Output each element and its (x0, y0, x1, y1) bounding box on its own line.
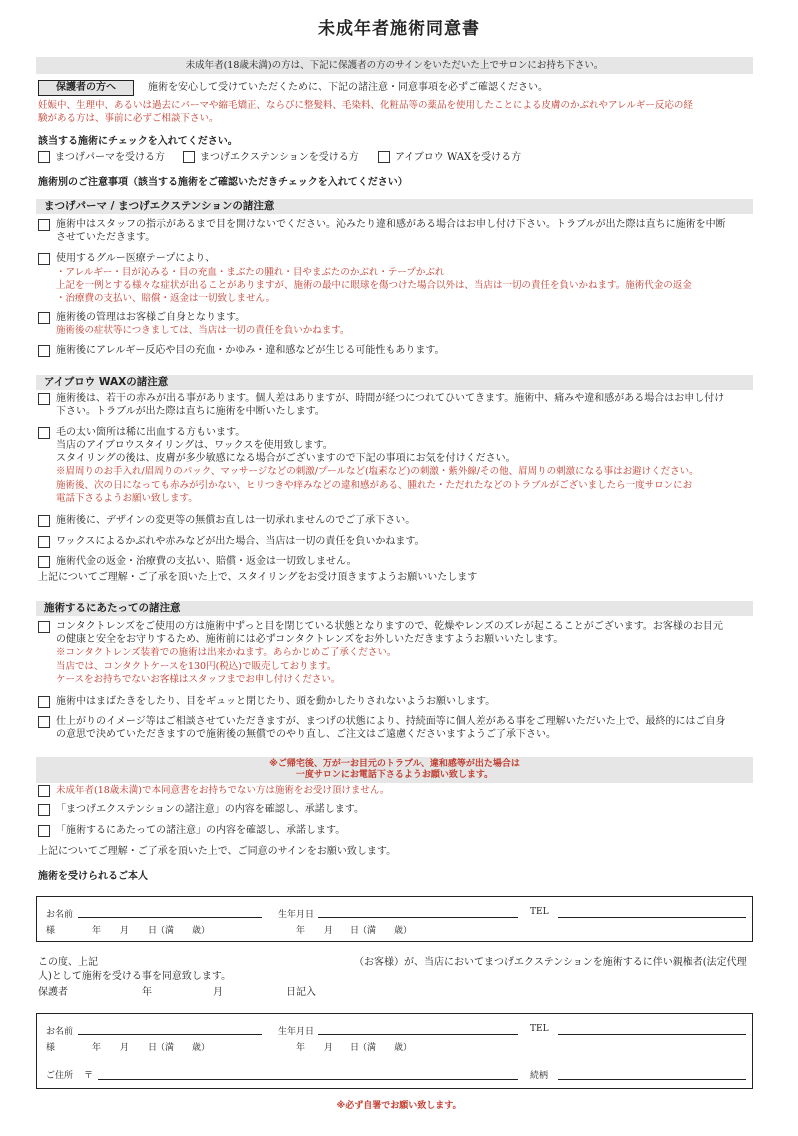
consent-line1-start: この度、上記 (38, 957, 98, 968)
guardian-name-label: お名前 (46, 1027, 74, 1037)
consent-line1-end: （お客様）が、当店においてまつげエクステンションを施術するに伴い親権者(法定代理 (354, 957, 747, 968)
lash-item2-line2: ・アレルギー・目が沁みる・目の充血・まぶたの腫れ・目やまぶたのかぶれ・テープかぶれ (56, 267, 445, 278)
guardian-label: 保護者の方へ (38, 80, 134, 96)
guardian-tel-field[interactable] (558, 1034, 746, 1035)
lash-item2-line4: ・治療費の支払い、賠償・返金は一切致しません。 (56, 293, 276, 304)
guardian-intro: 施術を安心して受けていただくために、下記の諸注意・同意事項を必ずご確認ください。 (148, 82, 548, 93)
lash-item3-line2: 施術後の症状等につきましては、当店は一切の責任を負いかねます。 (56, 325, 350, 336)
confirm-closing: 上記についてご理解・ご了承を頂いた上で、ご同意のサインをお願い致します。 (38, 846, 397, 857)
lash-item1-line1: 施術中はスタッフの指示があるまで目を開けないでください。沁みたり違和感がある場合はお申し付け下さい。トラブルが出た際は直ちに施術を中断 (56, 219, 726, 230)
confirm-lash-checkbox[interactable] (38, 804, 50, 816)
guardian-warning-line1: 妊娠中、生理中、あるいは過去にパーマや縮毛矯正、ならびに整髪料、毛染料、化粧品等の薬品を使用したことによる皮膚のかぶれやアレルギー反応の経 (38, 100, 693, 111)
brow-item5-line1: 施術代金の返金・治療費の支払い、賠償・返金は一切致しません。 (56, 556, 357, 567)
brow-item4-line1: ワックスによるかぶれや赤みなどが出た場合、当店は一切の責任を負いかねます。 (56, 536, 425, 547)
option-lash-extension-checkbox[interactable] (183, 151, 195, 163)
brow-item4-checkbox[interactable] (38, 536, 50, 548)
brow-item2-line3: スタイリングの後は、皮膚が多少敏感になる場合がございますので下記の事項にお気を付けください。 (56, 453, 516, 464)
minor-notice: 未成年者(18歳未満)の方は、下記に保護者の方のサインをいただいた上でサロンにお持ち下さい。 (36, 57, 753, 74)
lash-item4-checkbox[interactable] (38, 345, 50, 357)
customer-heading: 施術を受けられるご本人 (38, 871, 148, 882)
option-lash-perm-label: まつげパーマを受ける方 (55, 152, 165, 163)
consent-month-label: 月 (213, 987, 223, 998)
customer-tel-label: TEL (530, 907, 549, 917)
brow-item1-line2: 下さい。トラブルが出た際は直ちに施術を中断いたします。 (56, 406, 325, 417)
lash-item4-line1: 施術後にアレルギー反応や目の充血・かゆみ・違和感などが生じる可能性もあります。 (56, 345, 445, 356)
customer-birth-field[interactable] (318, 917, 518, 918)
consent-date-entry-label: 日記入 (286, 987, 316, 998)
aftercare-notice-line1: ※ご帰宅後、万が一お目元のトラブル、違和感等が出た場合は (269, 759, 520, 769)
signature-note: ※必ず自署でお願い致します。 (336, 1101, 462, 1111)
guardian-year-label: 年 (92, 1043, 102, 1053)
brow-item1-line1: 施術後は、若干の赤みが出る事があります。個人差はありますが、時間が経つにつれてひいてきます。施術中、痛みや違和感がある場合はお申し付け (56, 393, 725, 404)
general-item1-line1: コンタクトレンズをご使用の方は施術中ずっと目を閉じている状態となりますので、乾燥やレンズのズレが起こることがございます。お客様のお目元 (56, 621, 723, 632)
customer-birth-age-label: （満 歳） (358, 926, 413, 936)
brow-item3-line1: 施術後に、デザインの変更等の無償お直しは一切承れませんのでご了承下さい。 (56, 515, 416, 526)
brow-item2-line2: 当店のアイブロウスタイリングは、ワックスを使用致します。 (56, 440, 333, 451)
customer-name-field[interactable] (78, 917, 262, 918)
brow-item2-line5: 施術後、次の日になっても赤みが引かない、ヒリつきや痒みなどの違和感がある、腫れた・ただれたなどのトラブルがございましたら一度サロンにお (56, 480, 693, 491)
customer-sama-label: 様 (46, 926, 56, 936)
confirm-minor-text: 未成年者(18歳未満)で本同意書をお持ちでない方は施術をお受け頂けません。 (56, 785, 390, 796)
customer-birth-label: 生年月日 (278, 910, 315, 920)
customer-birth-day-label: 日 (350, 926, 360, 936)
customer-birth-month-label: 月 (324, 926, 334, 936)
general-item3-line1: 仕上がりのイメージ等はご相談させていただきますが、まつげの状態により、持続面等に個人差がある事をご理解いただいた上で、最終的にはご自身 (56, 716, 726, 727)
customer-name-label: お名前 (46, 910, 74, 920)
general-item1-line2: の健康と安全をお守りするため、施術前には必ずコンタクトレンズをお外しいただきますようお願いいたします。 (56, 634, 564, 645)
confirm-minor-checkbox[interactable] (38, 785, 50, 797)
general-item1-line3: ※コンタクトレンズ装着での施術は出来かねます。あらかじめご了承ください。 (56, 647, 397, 658)
general-item1-line4: 当店では、コンタクトケースを130円(税込)で販売しております。 (56, 661, 337, 672)
lash-item2-line1: 使用するグルー医療テープにより、 (56, 253, 216, 264)
lash-section-heading: まつげパーマ / まつげエクステンションの諸注意 (36, 199, 753, 214)
guardian-birth-age-label: （満 歳） (358, 1043, 413, 1053)
lash-item1-checkbox[interactable] (38, 219, 50, 231)
lash-item3-line1: 施術後の管理はお客様ご自身となります。 (56, 312, 246, 323)
brow-item3-checkbox[interactable] (38, 515, 50, 527)
guardian-sama-label: 様 (46, 1043, 56, 1053)
customer-birth-year-label: 年 (296, 926, 306, 936)
guardian-age-label: （満 歳） (156, 1043, 211, 1053)
confirm-lash-text: 「まつげエクステンションの諸注意」の内容を確認し、承諾します。 (56, 804, 364, 815)
guardian-address-field[interactable] (98, 1079, 518, 1080)
brow-item2-checkbox[interactable] (38, 427, 50, 439)
guardian-relation-label: 続柄 (530, 1071, 549, 1081)
general-item1-checkbox[interactable] (38, 621, 50, 633)
guardian-tel-label: TEL (530, 1024, 549, 1034)
customer-tel-field[interactable] (558, 917, 746, 918)
guardian-birth-day-label: 日 (350, 1043, 360, 1053)
brow-item2-line4: ※眉周りのお手入れ/眉周りのパック、マッサージなどの刺激/プールなど(塩素など)の刺激・紫外線/その他、眉周りの刺激になる事はお避けください。 (56, 466, 699, 477)
customer-age-label: （満 歳） (156, 926, 211, 936)
guardian-address-label: ご住所 (46, 1071, 74, 1081)
consent-year-label: 年 (142, 987, 152, 998)
brow-item2-line1: 毛の太い箇所は稀に出血する方もいます。 (56, 427, 246, 438)
customer-year-label: 年 (92, 926, 102, 936)
guardian-name-field[interactable] (78, 1034, 262, 1035)
per-treatment-heading: 施術別のご注意事項（該当する施術をご確認いただきチェックを入れてください） (38, 177, 408, 188)
brow-item5-checkbox[interactable] (38, 556, 50, 568)
page-title: 未成年者施術同意書 (318, 19, 480, 39)
general-item3-checkbox[interactable] (38, 716, 50, 728)
customer-month-label: 月 (120, 926, 130, 936)
confirm-general-text: 「施術するにあたっての諸注意」の内容を確認し、承諾します。 (56, 825, 346, 836)
guardian-birth-year-label: 年 (296, 1043, 306, 1053)
lash-item3-checkbox[interactable] (38, 312, 50, 324)
general-section-heading: 施術するにあたっての諸注意 (36, 601, 753, 616)
guardian-birth-field[interactable] (318, 1034, 518, 1035)
option-brow-wax-checkbox[interactable] (378, 151, 390, 163)
guardian-birth-month-label: 月 (324, 1043, 334, 1053)
brow-item1-checkbox[interactable] (38, 393, 50, 405)
general-item1-line5: ケースをお持ちでないお客様はスタッフまでお申し付けください。 (56, 674, 341, 685)
option-lash-extension-label: まつげエクステンションを受ける方 (200, 152, 359, 163)
lash-item2-checkbox[interactable] (38, 253, 50, 265)
customer-day-label: 日 (148, 926, 158, 936)
guardian-birth-label: 生年月日 (278, 1027, 315, 1037)
guardian-postal-label: 〒 (84, 1071, 94, 1081)
lash-item1-line2: させていただきます。 (56, 232, 156, 243)
consent-line2: 人)として施術を受ける事を同意致します。 (38, 971, 232, 982)
lash-item2-line3: 上記を一例とする様々な症状が出ることがありますが、施術の最中に眼球を傷つけた場合以外は、当店は一切の責任を負いかねます。施術代金の返金 (56, 280, 692, 291)
confirm-general-checkbox[interactable] (38, 825, 50, 837)
guardian-relation-field[interactable] (558, 1079, 746, 1080)
brow-section-heading: アイブロウ WAXの諸注意 (36, 375, 753, 390)
aftercare-notice-line2: 一度サロンにお電話下さるようお願い致します。 (295, 770, 494, 780)
general-item2-line1: 施術中はまばたきをしたり、目をギュッと閉じたり、頭を動かしたりされないようお願いします。 (56, 696, 496, 707)
check-heading: 該当する施術にチェックを入れてください。 (38, 136, 238, 147)
option-brow-wax-label: アイブロウ WAXを受ける方 (395, 152, 522, 163)
guardian-day-label: 日 (148, 1043, 158, 1053)
brow-item2-line6: 電話下さるようお願い致します。 (56, 493, 198, 504)
guardian-month-label: 月 (120, 1043, 130, 1053)
brow-closing: 上記についてご理解・ご了承を頂いた上で、スタイリングをお受け頂きますようお願いいたします (38, 572, 478, 583)
consent-guardian-label: 保護者 (38, 987, 68, 998)
guardian-warning-line2: 験がある方は、事前に必ずご相談下さい。 (38, 113, 219, 124)
option-lash-perm-checkbox[interactable] (38, 151, 50, 163)
general-item2-checkbox[interactable] (38, 696, 50, 708)
general-item3-line2: の意思で決めていただきますので施術後の無償でのやり直し、ご注文はご遠慮くださいますようご了承下さい。 (56, 729, 556, 740)
